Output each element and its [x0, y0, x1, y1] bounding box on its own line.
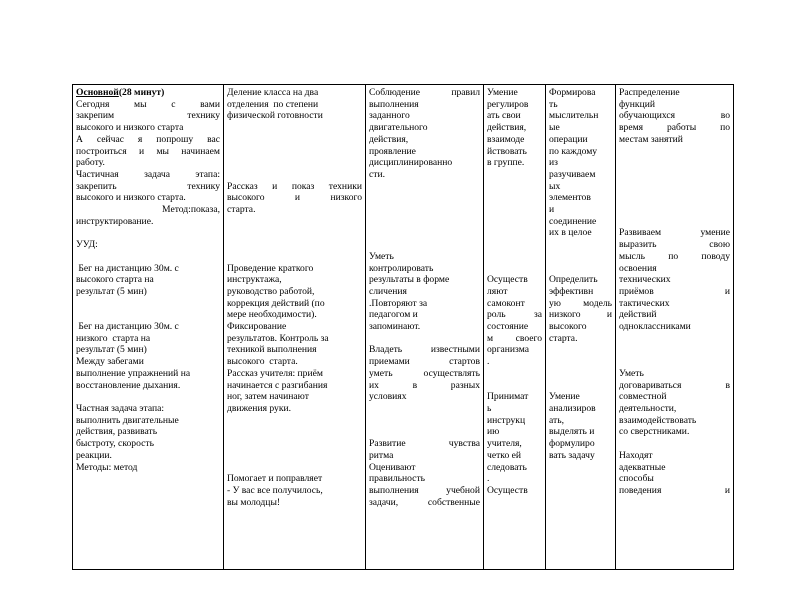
cell-text-line: [619, 356, 730, 368]
cell-text-line: [227, 239, 362, 251]
cell-text-line: техникой выполнения: [227, 344, 317, 356]
cell-text-line: [227, 134, 362, 146]
cell-text-line: Сегодня мы с вами: [76, 98, 220, 110]
cell-text-line: .: [487, 473, 490, 485]
cell-text-line: ног, затем начинают: [227, 391, 309, 403]
cell-text-line: обучающихся во: [619, 110, 730, 122]
cell-text-line: Умение: [487, 87, 518, 98]
cell-text-line: время работы по: [619, 122, 730, 134]
cell-text-line: мыслительн: [549, 110, 599, 122]
cell-text-line: коррекция действий (по: [227, 297, 325, 309]
cell-text-line: Развиваем умение: [619, 227, 730, 239]
cell-text-line: [76, 309, 220, 321]
cell-text-line: результатов. Контроль за: [227, 332, 329, 344]
cell-text-line: [619, 333, 730, 345]
cell-text-line: - У вас все получилось,: [227, 484, 323, 496]
cell-text-line: следовать: [487, 461, 527, 473]
cell-text-line: действия, развивать: [76, 426, 158, 438]
cell-text-line: Фиксирование: [227, 321, 287, 333]
cell-text-line: операции: [549, 133, 588, 145]
cell-text-line: элементов: [549, 192, 591, 204]
cell-text-line: заданного: [369, 110, 410, 122]
cell-text-line: деятельности,: [619, 402, 677, 414]
cell-text-line: закрепить технику: [76, 180, 220, 192]
cell-text-line: йствовать: [487, 145, 527, 157]
cell-text-line: ь: [487, 402, 492, 414]
cell-text-line: выразить свою: [619, 239, 730, 251]
cell-text-line: выполнение упражнений на: [76, 367, 191, 379]
cell-text-line: выполнить двигательные: [76, 414, 179, 426]
cell-text-line: запоминают.: [369, 321, 421, 333]
cell-text-line: сличения: [369, 285, 407, 297]
cell-text-line: [487, 181, 542, 193]
cell-text-line: Находят: [619, 449, 653, 461]
cell-text-line: построиться и мы начинаем: [76, 145, 220, 157]
cell-text-line: [369, 181, 480, 193]
cell-text-line: [487, 216, 542, 228]
cell-text-line: задачи, собственные: [369, 496, 480, 508]
cell-text-line: [549, 239, 612, 251]
cell-text-line: [227, 169, 362, 181]
cell-text-line: из: [549, 157, 558, 169]
cell-text-line: Частичная задача этапа:: [76, 168, 220, 180]
cell-text-line: ые: [549, 122, 560, 134]
cell-text-line: движения руки.: [227, 402, 292, 414]
cell-text-line: Рассказ и показ техники: [227, 180, 362, 192]
cell-text-line: инструкц: [487, 414, 526, 426]
cell-text-line: договариваться в: [619, 379, 730, 391]
cell-text-line: [487, 204, 542, 216]
cell-text-line: ию: [487, 426, 500, 438]
cell-text-line: [227, 450, 362, 462]
cell-text-line: анализиров: [549, 402, 596, 414]
cell-text-line: [227, 415, 362, 427]
cell-text-line: [487, 380, 542, 392]
cell-text-line: их в целое: [549, 227, 592, 239]
cell-text-line: двигательного: [369, 122, 428, 134]
cell-text-line: Принимат: [487, 391, 529, 403]
cell-text-line: [76, 227, 220, 239]
cell-text-line: [227, 157, 362, 169]
cell-text-line: [227, 462, 362, 474]
cell-text-line: [549, 344, 612, 356]
cell-text-line: выделять и: [549, 426, 595, 438]
cell-text-line: [487, 192, 542, 204]
cell-text-line: [227, 438, 362, 450]
cell-text-line: отделения по степени: [227, 98, 319, 110]
cell-text-line: [369, 227, 480, 239]
cell-text-line: сти.: [369, 168, 385, 180]
cell-text-line: контролировать: [369, 262, 434, 274]
cell-text-line: взаимоде: [487, 133, 525, 145]
cell-text-line: [549, 263, 612, 275]
cell-text-line: вы молодцы!: [227, 496, 281, 508]
stage-title: Основной: [76, 87, 119, 98]
cell-text-line: роль за: [487, 309, 542, 321]
cell-text-line: формулиро: [549, 438, 595, 450]
cell-text-line: ую модель: [549, 297, 612, 309]
cell-text-line: Умение: [549, 391, 580, 403]
cell-text-line: закрепим технику: [76, 110, 220, 122]
cell-text-line: мысль по поводу: [619, 250, 730, 262]
cell-text-line: Бег на дистанцию 30м. с: [76, 321, 179, 333]
cell-text-line: регулиров: [487, 98, 529, 110]
cell-text-line: .: [487, 356, 490, 368]
subject-results-cell: [366, 85, 484, 570]
cell-text-line: [619, 146, 730, 158]
cell-text-line: Деление класса на два: [227, 87, 319, 98]
cell-text-line: восстановление дыхания.: [76, 379, 181, 391]
cell-text-line: результат (5 мин): [76, 285, 147, 297]
cell-text-line: [369, 204, 480, 216]
cell-text-line: способы: [619, 473, 654, 485]
cell-text-line: эффективн: [549, 285, 594, 297]
cell-text-line: Развитие чувства: [369, 438, 480, 450]
cell-text-line: ляют: [487, 285, 508, 297]
cell-text-line: [619, 438, 730, 450]
cell-text-line: старта.: [227, 204, 256, 216]
cell-text-line: Осуществ: [487, 274, 528, 286]
cell-text-line: результат (5 мин): [76, 344, 147, 356]
cell-text-line: функций: [619, 98, 655, 110]
cognitive-cell: [546, 85, 616, 570]
cell-text-line: Метод:показа,: [162, 204, 220, 216]
cell-text-line: тактических: [619, 297, 670, 309]
cell-text-line: Уметь: [619, 367, 644, 379]
cell-text-line: работу.: [76, 157, 105, 169]
cell-text-line: [227, 122, 362, 134]
cell-text-line: реакции.: [76, 449, 112, 461]
cell-text-line: [369, 239, 480, 251]
cell-text-line: [619, 216, 730, 228]
cell-text-line: [369, 403, 480, 415]
cell-text-line: [619, 169, 730, 181]
cell-text-line: уметь осуществлять: [369, 367, 480, 379]
cell-text-line: освоения: [619, 262, 657, 274]
cell-text-line: состояние: [487, 321, 529, 333]
cell-text-line: совместной: [619, 391, 667, 403]
cell-text-line: [487, 169, 542, 181]
cell-text-line: Проведение краткого: [227, 262, 314, 274]
cell-text-line: [549, 251, 612, 263]
cell-text-line: Распределение: [619, 87, 680, 98]
cell-text-line: Уметь: [369, 250, 394, 262]
cell-text-line: ать,: [549, 414, 564, 426]
cell-text-line: [619, 157, 730, 169]
cell-text-line: [549, 380, 612, 392]
cell-text-line: действия,: [369, 133, 409, 145]
cell-text-line: [549, 368, 612, 380]
cell-text-line: результаты в форме: [369, 274, 450, 286]
cell-text-line: условиях: [369, 391, 407, 403]
cell-text-line: инструктажа,: [227, 274, 282, 286]
stage-duration: (28 минут): [118, 87, 165, 98]
cell-text-line: приемами стартов: [369, 356, 480, 368]
cell-text-line: высокого старта.: [227, 356, 298, 368]
cell-text-line: Методы: метод: [76, 461, 138, 473]
cell-text-line: ритма: [369, 449, 394, 461]
cell-text-line: действия,: [487, 122, 527, 134]
cell-text-line: четко ей: [487, 449, 522, 461]
cell-text-line: Частная задача этапа:: [76, 402, 165, 414]
cell-text-line: низкого и: [549, 309, 612, 321]
cell-text-line: [549, 356, 612, 368]
cell-text-line: [76, 87, 220, 99]
cell-text-line: Рассказ учителя: приём: [227, 367, 323, 379]
cell-text-line: соединение: [549, 215, 597, 227]
cell-text-line: инструктирование.: [76, 215, 154, 227]
cell-text-line: м своего: [487, 332, 542, 344]
cell-text-line: ть: [549, 98, 558, 110]
cell-text-line: высокого и низкого старта.: [76, 192, 186, 204]
cell-text-line: вать задачу: [549, 449, 595, 461]
stage-cell: [73, 85, 224, 570]
cell-text-line: действий: [619, 309, 657, 321]
cell-text-line: разучиваем: [549, 168, 596, 180]
cell-text-line: педагогом и: [369, 309, 418, 321]
cell-text-line: [369, 216, 480, 228]
cell-text-line: высокого и низкого: [227, 192, 362, 204]
cell-text-line: адекватные: [619, 461, 666, 473]
regulative-cell: [484, 85, 546, 570]
cell-text-line: со сверстниками.: [619, 426, 690, 438]
cell-text-line: физической готовности: [227, 110, 323, 122]
cell-text-line: высокого старта на: [76, 274, 154, 286]
cell-text-line: А сейчас я попрошу вас: [76, 133, 220, 145]
cell-text-line: [227, 227, 362, 239]
cell-text-line: начинается с разгибания: [227, 379, 328, 391]
cell-text-line: [369, 415, 480, 427]
cell-text-line: по каждому: [549, 145, 598, 157]
cell-text-line: высокого: [549, 321, 587, 333]
cell-text-line: Бег на дистанцию 30м. с: [76, 262, 179, 274]
cell-text-line: [227, 216, 362, 228]
cell-text-line: [487, 263, 542, 275]
cell-text-line: [227, 426, 362, 438]
cell-text-line: Помогает и поправляет: [227, 473, 323, 485]
cell-text-line: низкого старта на: [76, 332, 151, 344]
cell-text-line: [619, 344, 730, 356]
cell-text-line: [76, 391, 220, 403]
cell-text-line: местам занятий: [619, 133, 683, 145]
teacher-activity-cell: [224, 85, 366, 570]
cell-text-line: Соблюдение правил: [369, 87, 480, 98]
cell-text-line: Оценивают: [369, 461, 416, 473]
cell-text-line: [76, 298, 220, 310]
cell-text-line: приёмов и: [619, 285, 730, 297]
communicative-cell: [616, 85, 734, 570]
cell-text-line: [369, 426, 480, 438]
cell-text-line: [227, 146, 362, 158]
cell-text-line: УУД:: [76, 239, 98, 251]
cell-text-line: организма: [487, 344, 529, 356]
lesson-plan-table: [72, 84, 734, 570]
cell-text-line: дисциплинированно: [369, 157, 453, 169]
cell-text-line: технических: [619, 274, 671, 286]
cell-text-line: Осуществ: [487, 484, 528, 496]
cell-text-line: Владеть известными: [369, 344, 480, 356]
cell-text-line: [369, 333, 480, 345]
cell-text-line: Между забегами: [76, 356, 144, 368]
cell-text-line: проявление: [369, 145, 416, 157]
cell-text-line: [487, 239, 542, 251]
cell-text-line: выполнения: [369, 98, 419, 110]
cell-text-line: [619, 204, 730, 216]
cell-text-line: [619, 192, 730, 204]
cell-text-line: взаимодействовать: [619, 414, 697, 426]
cell-text-line: [227, 251, 362, 263]
cell-text-line: одноклассниками: [619, 321, 691, 333]
cell-text-line: [76, 251, 220, 263]
cell-text-line: Определить: [549, 274, 598, 286]
cell-text-line: [487, 251, 542, 263]
cell-text-line: их в разных: [369, 379, 480, 391]
cell-text-line: .Повторяют за: [369, 297, 428, 309]
cell-text-line: [487, 368, 542, 380]
cell-text-line: и: [549, 204, 555, 216]
cell-text-line: поведения и: [619, 484, 730, 496]
cell-text-line: быстроту, скорость: [76, 438, 154, 450]
cell-text-line: руководство работой,: [227, 285, 315, 297]
table-row: [73, 85, 734, 570]
cell-text-line: старта.: [549, 332, 578, 344]
cell-text-line: правильность: [369, 473, 426, 485]
cell-text-line: [619, 181, 730, 193]
cell-text-line: высокого и низкого старта: [76, 122, 184, 134]
cell-text-line: [369, 192, 480, 204]
cell-text-line: учителя,: [487, 438, 522, 450]
cell-text-line: [487, 227, 542, 239]
cell-text-line: ать свои: [487, 110, 521, 122]
cell-text-line: мере необходимости).: [227, 309, 317, 321]
cell-text-line: выполнения учебной: [369, 484, 480, 496]
cell-text-line: ых: [549, 180, 561, 192]
cell-text-line: в группе.: [487, 157, 525, 169]
cell-text-line: самоконт: [487, 297, 525, 309]
cell-text-line: Формирова: [549, 87, 596, 98]
